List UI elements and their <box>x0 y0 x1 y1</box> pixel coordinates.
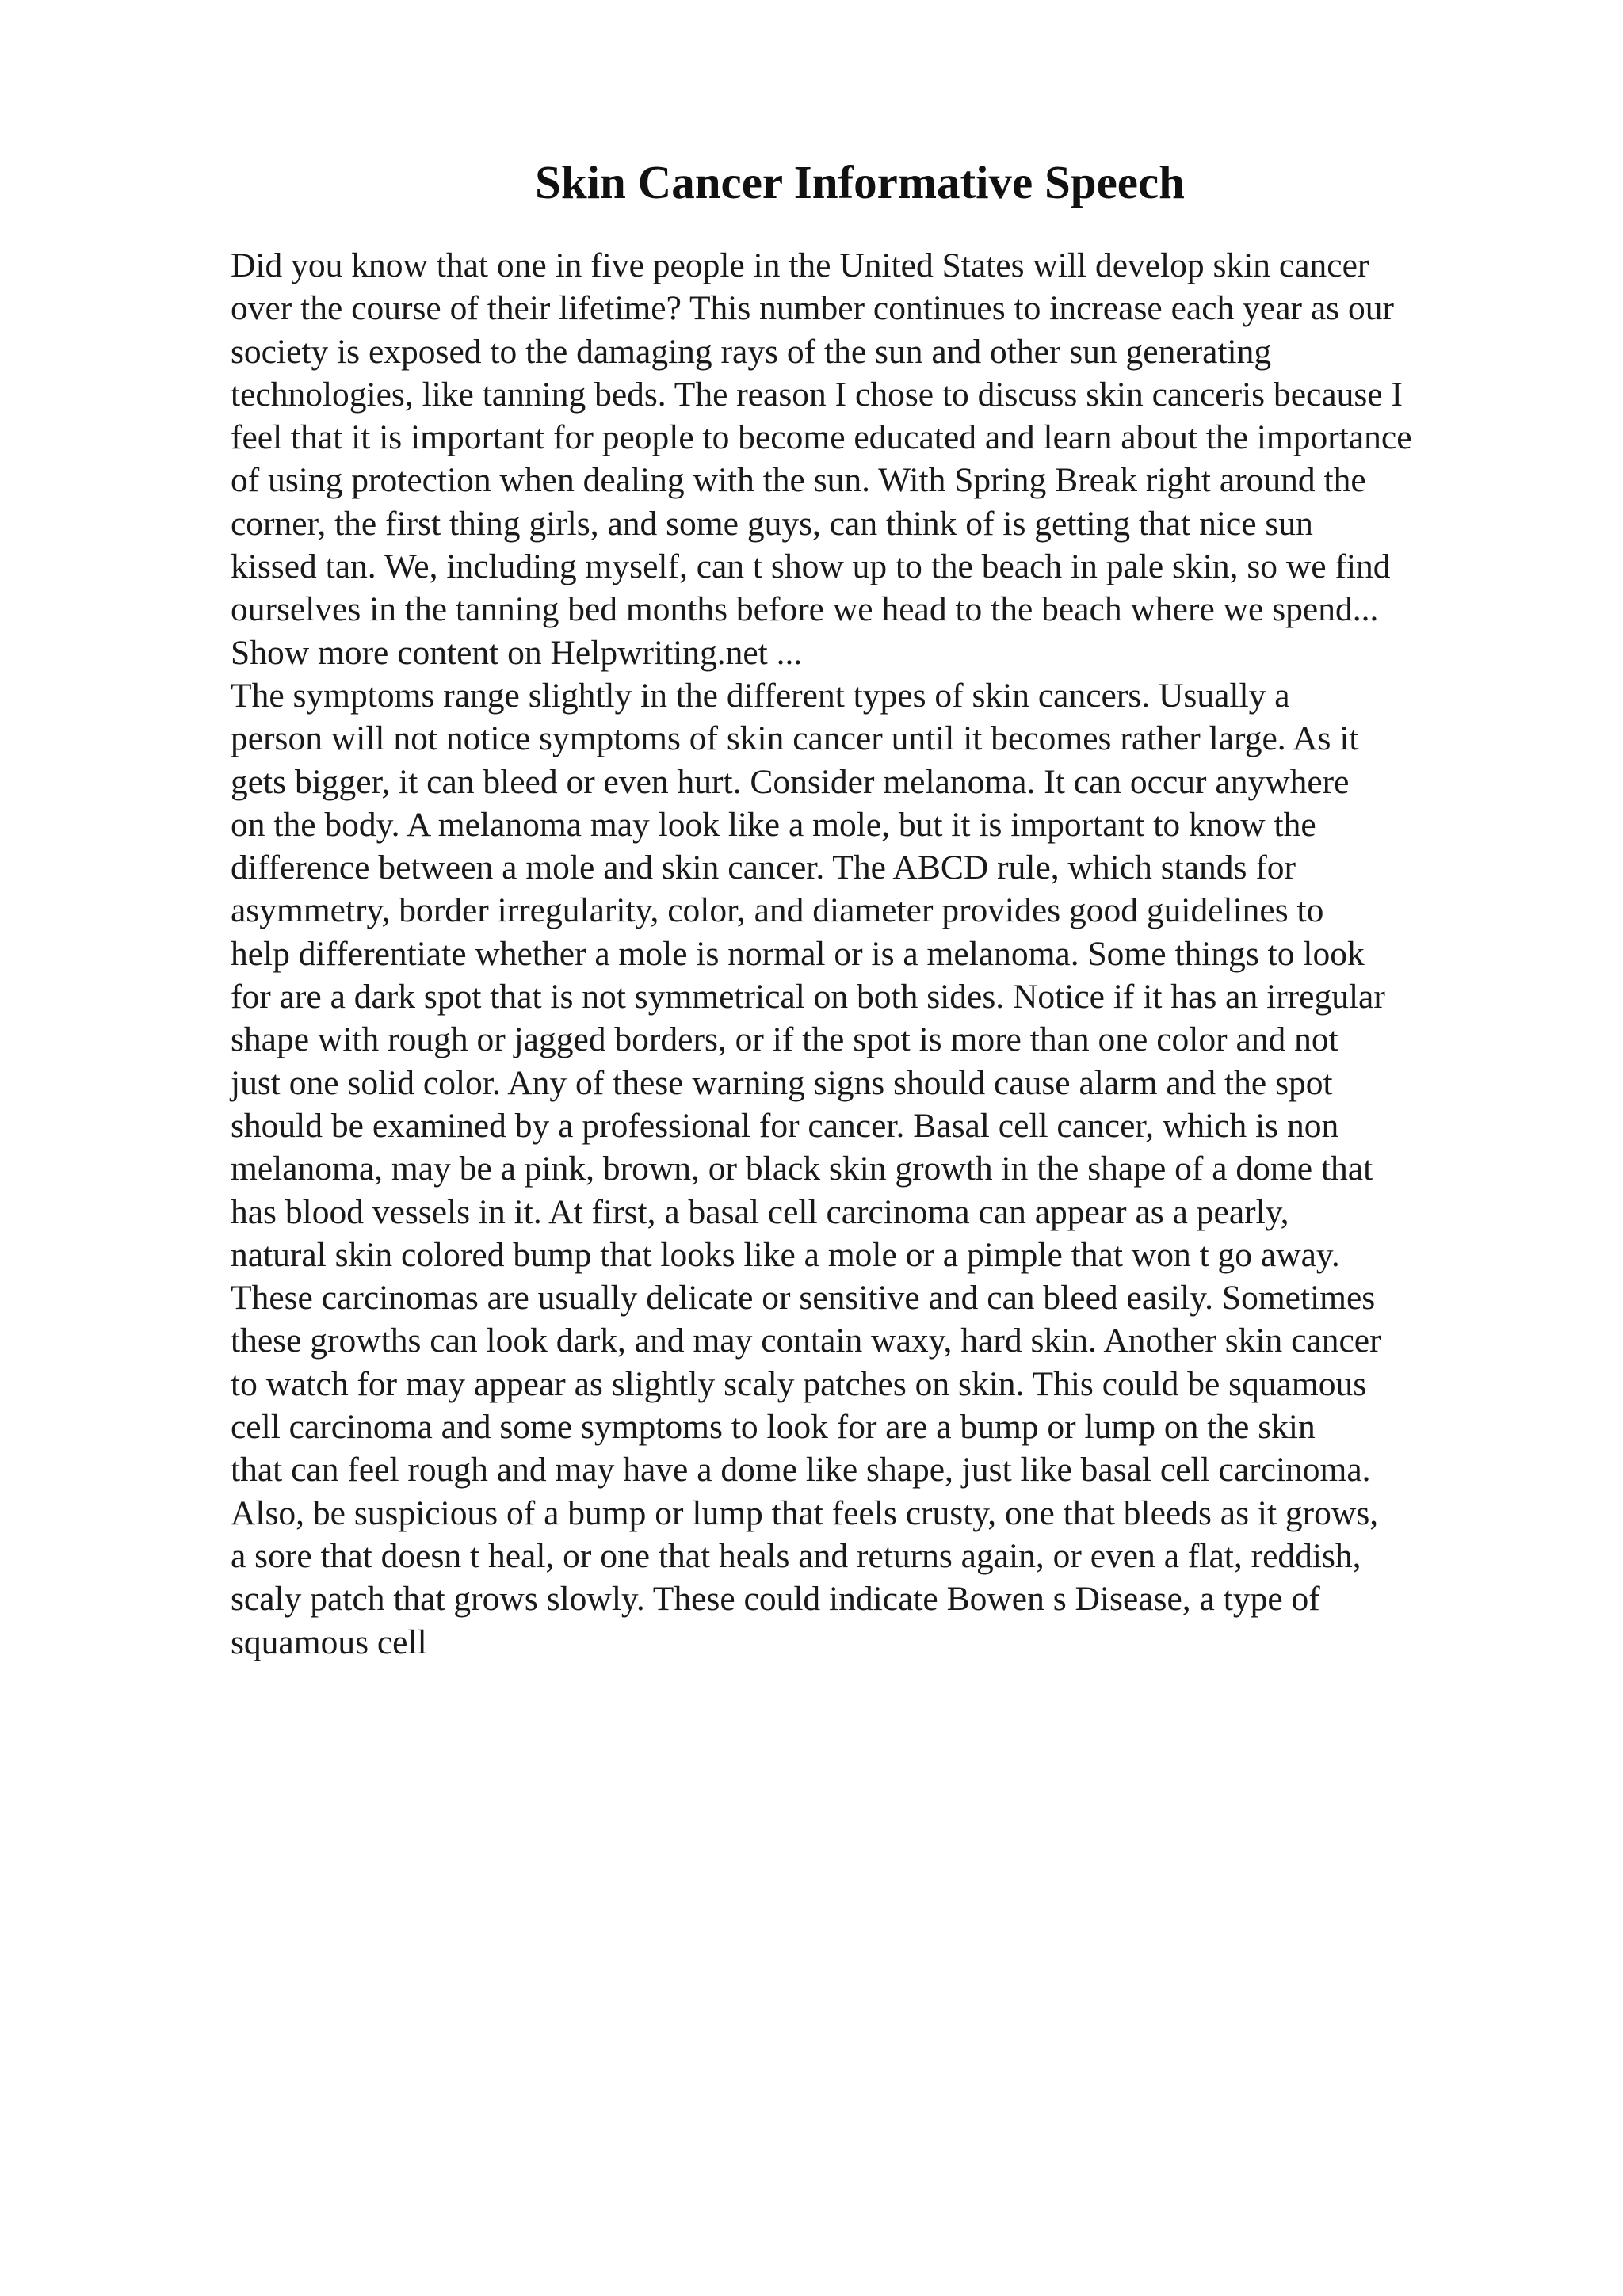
text-line: squamous cell <box>231 1623 427 1661</box>
page-title: Skin Cancer Informative Speech <box>535 156 1185 208</box>
text-line: asymmetry, border irregularity, color, and diameter provides good guidelines to <box>231 891 1324 930</box>
text-line: that can feel rough and may have a dome like shape, just like basal cell carcinoma. <box>231 1451 1371 1489</box>
text-line: technologies, like tanning beds. The reason I chose to discuss skin canceris because I <box>231 375 1403 414</box>
text-line: kissed tan. We, including myself, can t show up to the beach in pale skin, so we find <box>231 547 1391 586</box>
text-line: society is exposed to the damaging rays of the sun and other sun generating <box>231 332 1272 371</box>
text-line: has blood vessels in it. At first, a basal cell carcinoma can appear as a pearly, <box>231 1192 1289 1231</box>
text-line: melanoma, may be a pink, brown, or black skin growth in the shape of a dome that <box>231 1150 1373 1188</box>
text-line: for are a dark spot that is not symmetrical on both sides. Notice if it has an irregular <box>231 978 1385 1016</box>
text-line: ourselves in the tanning bed months before we head to the beach where we spend... <box>231 590 1379 629</box>
text-line: a sore that doesn t heal, or one that heals and returns again, or even a flat, reddish, <box>231 1536 1361 1575</box>
text-line: over the course of their lifetime? This number continues to increase each year as our <box>231 289 1394 328</box>
text-line: these growths can look dark, and may contain waxy, hard skin. Another skin cancer <box>231 1322 1381 1360</box>
show-more-line: Show more content on Helpwriting.net ... <box>231 633 803 672</box>
text-line: person will not notice symptoms of skin cancer until it becomes rather large. As it <box>231 719 1359 758</box>
text-line: gets bigger, it can bleed or even hurt. Consider melanoma. It can occur anywhere <box>231 762 1350 801</box>
text-line: just one solid color. Any of these warning signs should cause alarm and the spot <box>231 1063 1333 1102</box>
text-line: feel that it is important for people to become educated and learn about the importance <box>231 418 1412 457</box>
text-line: should be examined by a professional for cancer. Basal cell cancer, which is non <box>231 1106 1339 1145</box>
text-line: scaly patch that grows slowly. These could indicate Bowen s Disease, a type of <box>231 1580 1320 1619</box>
text-line: to watch for may appear as slightly scaly patches on skin. This could be squamous <box>231 1364 1367 1403</box>
text-line: Also, be suspicious of a bump or lump that feels crusty, one that bleeds as it grows, <box>231 1493 1379 1532</box>
text-line: help differentiate whether a mole is normal or is a melanoma. Some things to look <box>231 934 1365 973</box>
text-line: These carcinomas are usually delicate or sensitive and can bleed easily. Sometimes <box>231 1279 1376 1318</box>
text-line: corner, the first thing girls, and some guys, can think of is getting that nice sun <box>231 504 1313 543</box>
text-line: on the body. A melanoma may look like a mole, but it is important to know the <box>231 805 1316 844</box>
text-line: natural skin colored bump that looks like a mole or a pimple that won t go away. <box>231 1235 1340 1274</box>
text-line: shape with rough or jagged borders, or if the spot is more than one color and not <box>231 1020 1338 1059</box>
text-line: cell carcinoma and some symptoms to look for are a bump or lump on the skin <box>231 1408 1316 1447</box>
body-text <box>231 244 1514 1664</box>
text-line: difference between a mole and skin cancer. The ABCD rule, which stands for <box>231 849 1296 887</box>
text-line: The symptoms range slightly in the different types of skin cancers. Usually a <box>231 676 1290 715</box>
text-line: of using protection when dealing with the sun. With Spring Break right around the <box>231 461 1366 500</box>
text-line: Did you know that one in five people in the United States will develop skin cancer <box>231 246 1369 284</box>
